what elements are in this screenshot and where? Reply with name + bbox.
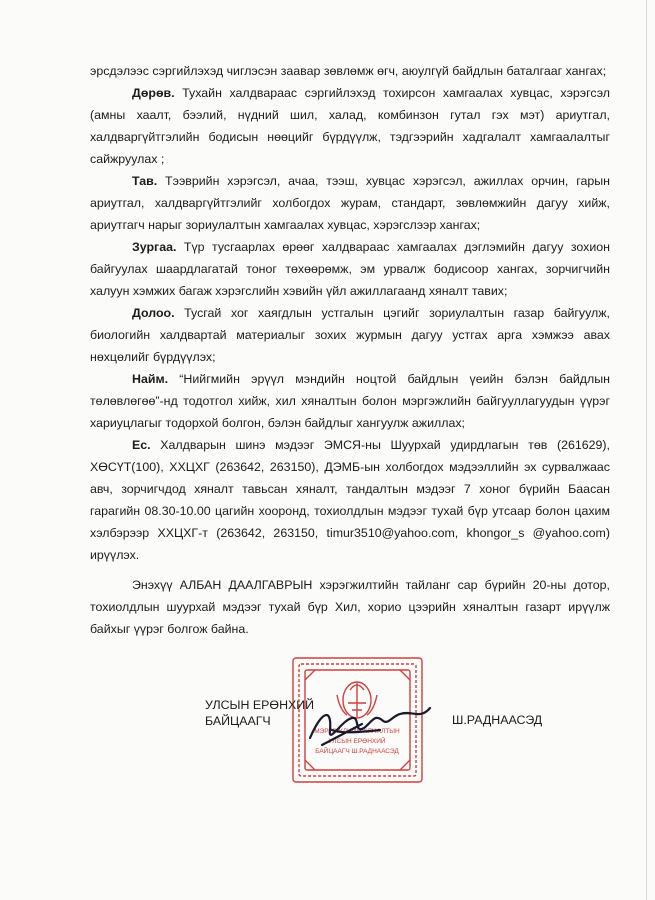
- stamp-text-line2: УЛСЫН ЕРӨНХИЙ: [328, 738, 386, 745]
- paragraph-closing: [90, 574, 610, 640]
- paragraph-item-6: [90, 236, 610, 302]
- paragraph-text: Тусгай хог хаягдлын устгалын цэгийг зориулалтын газар байгуулж, биологийн халдвартай материалыг зохих журмын дагуу устгах арга хэмжээ авах нөхцөлийг бүрдүүлэх;: [90, 306, 610, 364]
- signature-title-line2: БАЙЦААГЧ: [205, 714, 271, 728]
- paragraph-lead: Дөрөв.: [132, 86, 175, 100]
- paragraph-lead: Найм.: [132, 372, 169, 386]
- signatory-name: Ш.РАДНААСЭД: [452, 713, 543, 727]
- paragraph-text: “Нийгмийн эрүүл мэндийн ноцтой байдлын үеийн бэлэн байдлын төлөвлөгөө”-нд тодотгол хийж, хил хяналтын болон мэргэжлийн байгууллагуудын үүрэг хариуцлагыг тодорхой болгон, бэлэн байдлыг хангуулж ажиллах;: [90, 372, 610, 430]
- document-body: [90, 60, 610, 640]
- paragraph-item-4: [90, 82, 610, 170]
- paragraph-item-9: [90, 434, 610, 566]
- paragraph-lead: Ес.: [132, 438, 151, 452]
- paragraph-lead: Тав.: [132, 174, 158, 188]
- paragraph-item-8: [90, 368, 610, 434]
- stamp-text-line1: МЭРГЭЖЛИЙН ХЯНАЛТЫН: [314, 728, 400, 735]
- handwritten-signature: [302, 700, 452, 750]
- paragraph-continuation: [90, 60, 610, 82]
- paragraph-text: эрсдэлээс сэргийлэхэд чиглэсэн заавар зөвлөмж өгч, аюулгүй байдлын баталгааг хангах;: [90, 64, 607, 78]
- paragraph-text: Энэхүү АЛБАН ДААЛГАВРЫН хэрэгжилтийн тайланг сар бүрийн 20-ны дотор, тохиолдлын шуурхай мэдээг тухай бүр Хил, хорио цээрийн хяналтын газарт ирүүлж байхыг үүрэг болгож байна.: [90, 578, 610, 636]
- paragraph-text: Халдварын шинэ мэдээг ЭМСЯ-ны Шуурхай удирдлагын төв (261629), ХӨСҮТ(100), ХХЦХГ (263642, 263150), ДЭМБ-ын холбогдох мэдээллийн эх сурвалжаас авч, зорчигчдод хяналт тавьсан хяналт, тандалтын мэдээг 7 хоног бүрийн Баасан гарагийн 08.30-10.00 цагийн хооронд, тохиолдлын мэдээг тухай бүр утсаар болон цахим хэлбэрээр ХХЦХГ-т (263642, 263150, timur3510@yahoo.com, khongor_s @yahoo.com) ирүүлэх.: [90, 438, 610, 562]
- signature-title: [205, 697, 314, 729]
- paragraph-lead: Зургаа.: [132, 240, 177, 254]
- signature-title-line1: УЛСЫН ЕРӨНХИЙ: [205, 698, 315, 712]
- page-edge-divider: [646, 0, 647, 900]
- paragraph-item-5: [90, 170, 610, 236]
- paragraph-lead: Долоо.: [132, 306, 175, 320]
- paragraph-text: Түр тусгаарлах өрөөг халдвараас хамгаалах дэглэмийн дагуу зохион байгуулах шаардлагатай тоног төхөөрөмж, эм урвалж бодисоор хангах, зорчигчийн халуун хэмжих багаж хэрэгслийн хэвийн үйл ажиллагаанд хяналт тавих;: [90, 240, 610, 298]
- paragraph-text: Тухайн халдвараас сэргийлэхэд тохирсон хамгаалах хувцас, хэрэгсэл (амны хаалт, бээлий, нүдний шил, халад, комбинзон гутал гэх мэт) ариутгал, халдваргүйтгэлийн бодисын нөөцийг бүрдүүлж, тэдгээрийн хадгалалт хамгаалалтыг сайжруулах ;: [90, 86, 610, 166]
- paragraph-item-7: [90, 302, 610, 368]
- paragraph-text: Тээврийн хэрэгсэл, ачаа, тээш, хувцас хэрэгсэл, ажиллах орчин, гарын ариутгал, халдваргүйтгэлийг холбогдох журам, стандарт, зөвлөмжийн дагуу хийж, ариутгагч нарыг зориулалтын хамгаалах хувцас, хэрэгслээр хангах;: [90, 174, 610, 232]
- stamp-text-line3: БАЙЦААГЧ Ш.РАДНААСЭД: [315, 748, 399, 755]
